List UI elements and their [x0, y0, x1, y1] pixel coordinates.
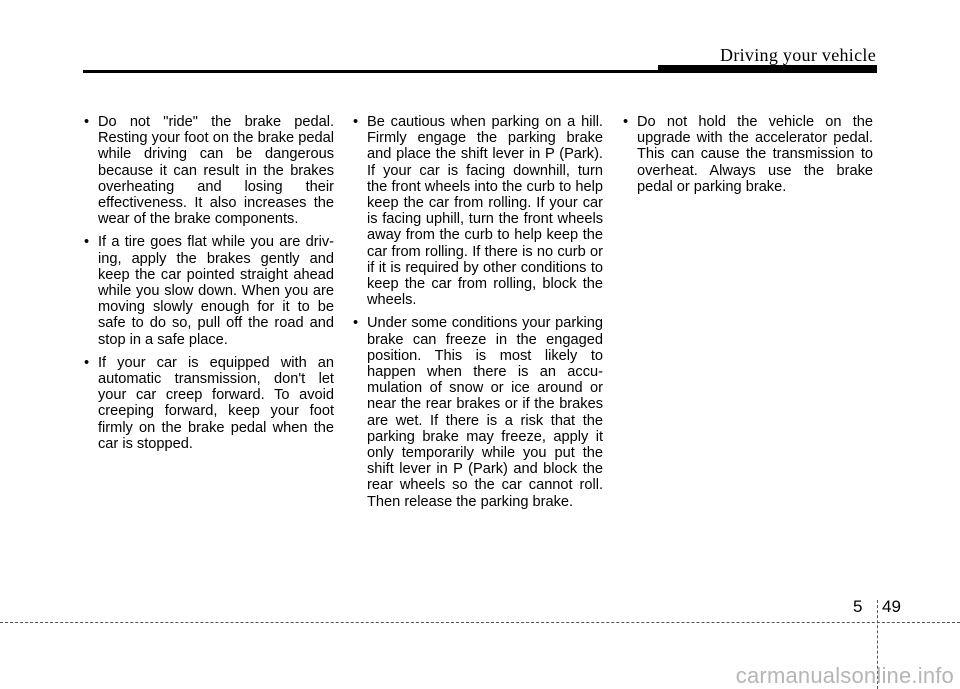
bullet-dot-icon: •	[84, 234, 90, 251]
bullet-text: Do not "ride" the brake pedal. Resting your foot on the brake pedal while driving can be dangerous because it can result in the brakes overheating and losing their effectiveness. It also increases the wear of the brake components.	[98, 114, 334, 228]
bullet-dot-icon: •	[84, 114, 90, 130]
bullet-dot-icon: •	[623, 114, 629, 130]
chapter-number: 5	[853, 597, 863, 616]
bullet-text: Be cautious when parking on a hill. Firmly engage the parking brake and place the shift lever in P (Park). If your car is facing downhill, turn the front wheels into the curb to help keep the car from rolling. If your car is facing uphill, turn the front wheels away from the curb to help keep the car from rolling. If there is no curb or if it is required by other conditions to keep the car from rolling, block the wheels.	[367, 114, 603, 309]
bullet-item	[623, 114, 873, 195]
column-1	[84, 114, 334, 459]
bullet-dot-icon: •	[353, 315, 359, 332]
column-3	[623, 114, 873, 202]
bullet-item	[84, 234, 334, 347]
footer-dashed-line	[0, 622, 960, 623]
header-rule-thin	[83, 70, 663, 73]
bullet-item	[84, 355, 334, 452]
watermark-text: carmanualsonline.info	[735, 663, 954, 688]
bullet-item	[353, 315, 603, 509]
page-number: 49	[882, 597, 901, 616]
header-rule-thick	[658, 65, 877, 73]
bullet-text: Do not hold the vehicle on the upgrade with the accelerator pedal. This can cause the transmission to overheat. Always use the brake pedal or parking brake.	[637, 114, 873, 195]
bullet-text: If a tire goes flat while you are driving, apply the brakes gently and keep the car pointed straight ahead while you slow down. When you are moving slowly enough for it to be safe to do so, pull off the road and stop in a safe place.	[98, 234, 334, 348]
bullet-text: If your car is equipped with an automatic transmission, don't let your car creep forward. To avoid creeping forward, keep your foot firmly on the brake pedal when the car is stopped.	[98, 354, 334, 452]
bullet-dot-icon: •	[353, 114, 359, 130]
bullet-item	[84, 114, 334, 227]
page-header-title: Driving your vehicle	[720, 45, 876, 65]
bullet-dot-icon: •	[84, 354, 90, 371]
column-2	[353, 114, 603, 517]
bullet-text: Under some conditions your parking brake can freeze in the engaged position. This is most likely to happen when there is an accumulation of snow or ice around or near the rear brakes or if the brakes are wet. If there is a risk that the parking brake may freeze, apply it only temporarily while you put the shift lever in P (Park) and block the rear wheels so the car cannot roll. Then release the parking brake.	[367, 315, 603, 510]
bullet-item	[353, 114, 603, 308]
